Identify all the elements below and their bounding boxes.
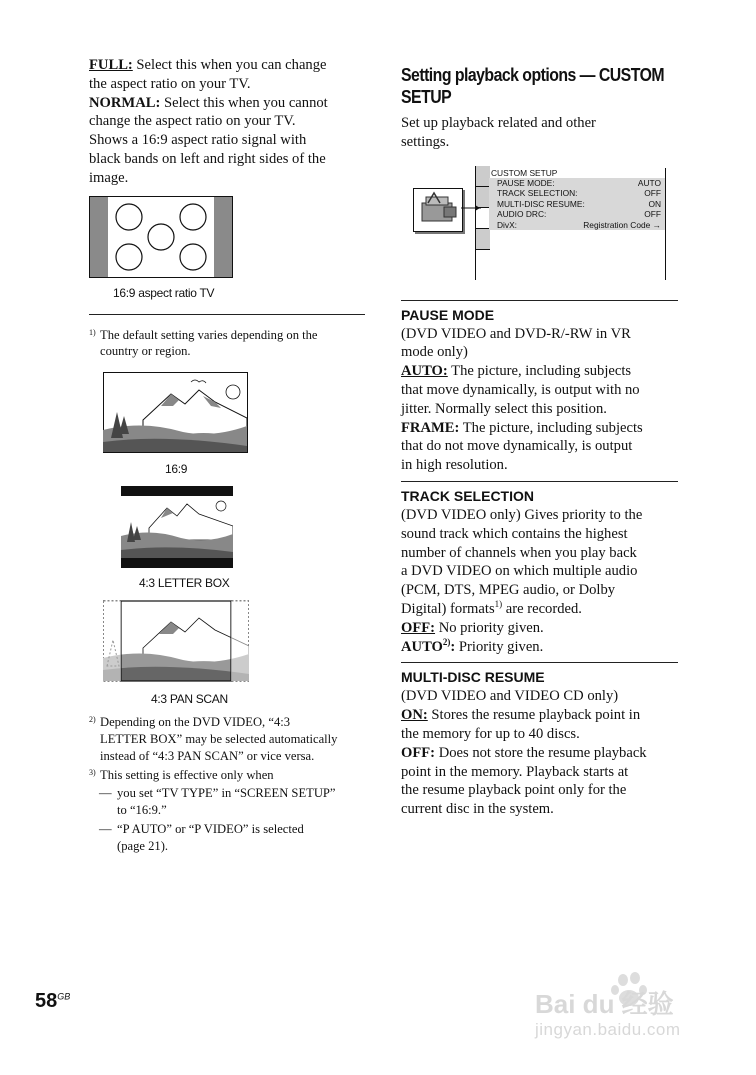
arrow-icon bbox=[461, 203, 481, 213]
footnote-rule bbox=[89, 314, 365, 315]
fig1-caption: 16:9 aspect ratio TV bbox=[113, 285, 215, 300]
menu-rows bbox=[489, 178, 665, 230]
track-selection-heading: TRACK SELECTION bbox=[401, 487, 534, 504]
footnote-1: 1) The default setting varies depending on the country or region. bbox=[89, 327, 318, 359]
section-rule-1 bbox=[401, 300, 678, 301]
menu-header: CUSTOM SETUP bbox=[491, 167, 558, 178]
page-number: $58^{GB}$ bbox=[35, 990, 71, 1012]
left-column bbox=[89, 56, 369, 855]
menu-row-audio-drc[interactable]: AUDIO DRC: OFF bbox=[497, 209, 661, 220]
custom-setup-menu-figure bbox=[413, 166, 665, 280]
menu-left-tabs bbox=[475, 166, 490, 280]
menu-row-multi-disc-resume[interactable]: MULTI-DISC RESUME: ON bbox=[497, 198, 661, 209]
pause-mode-heading: PAUSE MODE bbox=[401, 306, 495, 323]
pause-mode-text: (DVD VIDEO and DVD-R/-RW in VR mode only) AUTO: The picture, including subjects that move dynamically, is output with no jitter. Normally select this position. FRAME: The picture, including subjects that do not move dynamically, is output in high resolution. bbox=[401, 325, 643, 474]
fig4-caption: 4:3 PAN SCAN bbox=[151, 692, 228, 707]
fig3-caption: 4:3 LETTER BOX bbox=[139, 576, 230, 591]
baidu-watermark bbox=[535, 968, 715, 1048]
full-paragraph: FULL: Select this when you can change the aspect ratio on your TV. NORMAL: Select this when you cannot change the aspect ratio on your TV. Shows a 16:9 aspect ratio signal with black bands on left and right sides of the image. bbox=[89, 57, 328, 186]
multi-disc-resume-text: (DVD VIDEO and VIDEO CD only) ON: Stores the resume playback point in the memory for up to 40 discs. OFF: Does not store the resume playback point in the memory. Playback starts at the resume playback point only for the current disc in the system. bbox=[401, 688, 647, 818]
fig2-caption: 16:9 bbox=[165, 462, 188, 477]
footnote-2: 2) Depending on the DVD VIDEO, “4:3 LETTER BOX” may be selected automatically instead of “4:3 PAN SCAN” or vice versa. bbox=[89, 715, 338, 763]
intro-paragraph: Set up playback related and other settings. bbox=[401, 115, 596, 150]
figure-pan-scan bbox=[103, 600, 249, 684]
section-rule-3 bbox=[401, 662, 678, 663]
section-title: Setting playback options — CUSTOM SETUP bbox=[401, 65, 665, 107]
footnote-3-bullet-1: — you set “TV TYPE” in “SCREEN SETUP” to “16:9.” bbox=[99, 786, 336, 818]
section-rule-2 bbox=[401, 481, 678, 482]
menu-row-divx[interactable]: DivX: Registration Code → bbox=[497, 219, 661, 230]
toolbox-icon bbox=[414, 189, 462, 231]
watermark-url: jingyan.baidu.com bbox=[535, 1020, 681, 1039]
figure-aspect-tv bbox=[89, 196, 233, 278]
circles-graphic bbox=[90, 197, 232, 277]
footnote-3-bullet-2: — “P AUTO” or “P VIDEO” is selected (page 21). bbox=[99, 821, 304, 853]
figure-16-9 bbox=[103, 372, 249, 454]
figure-letter-box bbox=[121, 486, 233, 568]
watermark-brand: Bai du 经验 bbox=[535, 989, 674, 1019]
menu-row-pause-mode[interactable]: PAUSE MODE: AUTO bbox=[497, 178, 661, 188]
footnote-3: 3) This setting is effective only when bbox=[89, 767, 274, 782]
track-selection-text: (DVD VIDEO only) Gives priority to the sound track which contains the highest number of channels when you play back a DVD VIDEO on which multiple audio (PCM, DTS, MPEG audio, or Dolby Digital) formats$^{1)}$ are recorded. OFF: No priority given. AUTO$^{2)}$: Priority given. bbox=[401, 506, 643, 655]
multi-disc-resume-heading: MULTI-DISC RESUME bbox=[401, 669, 545, 686]
menu-panel bbox=[489, 168, 666, 280]
menu-row-track-selection[interactable]: TRACK SELECTION: OFF bbox=[497, 188, 661, 199]
setup-icon bbox=[413, 188, 463, 232]
right-column bbox=[401, 56, 681, 819]
